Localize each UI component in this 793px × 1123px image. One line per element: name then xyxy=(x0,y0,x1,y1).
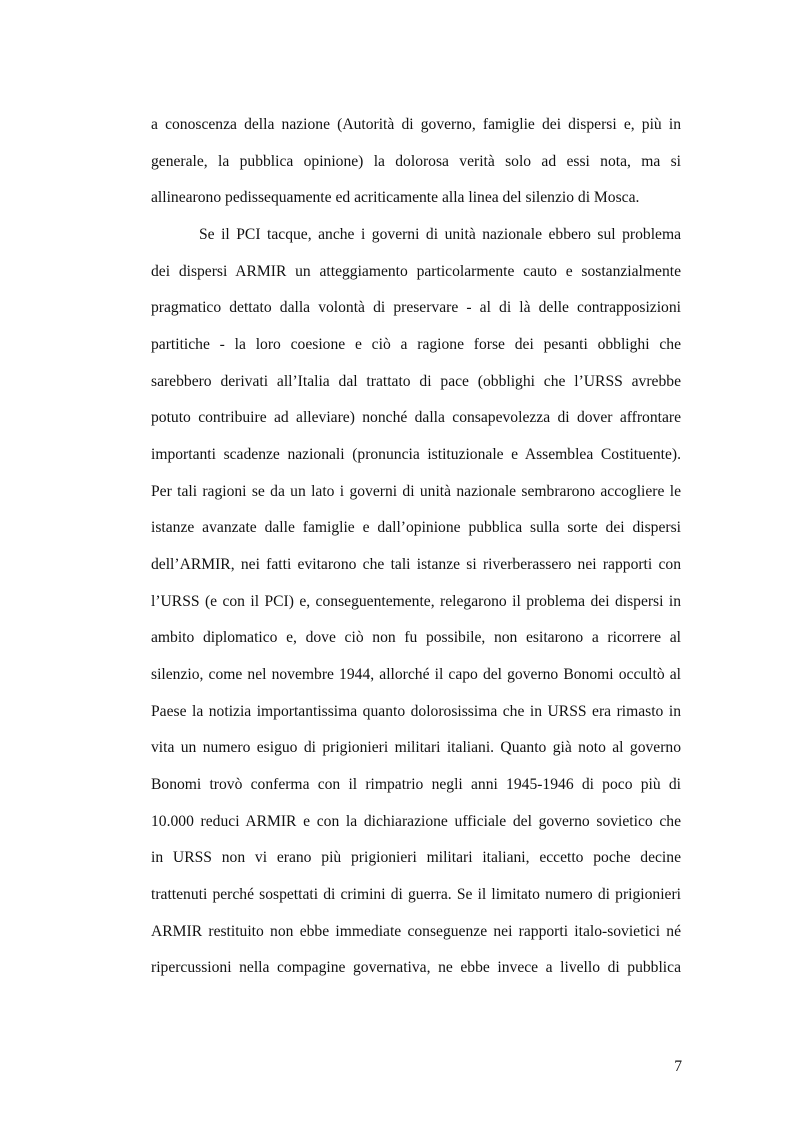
text-line: sarebbero derivati all’Italia dal trattato di pace (obblighi che l’URSS avrebbe xyxy=(151,373,681,390)
text-line: in URSS non vi erano più prigionieri militari italiani, eccetto poche decine xyxy=(151,849,681,866)
text-line: Paese la notizia importantissima quanto dolorosissima che in URSS era rimasto in xyxy=(151,703,681,720)
text-line: l’URSS (e con il PCI) e, conseguentemente, relegarono il problema dei dispersi in xyxy=(151,593,681,610)
text-line: dei dispersi ARMIR un atteggiamento particolarmente cauto e sostanzialmente xyxy=(151,263,681,280)
text-line: vita un numero esiguo di prigionieri militari italiani. Quanto già noto al governo xyxy=(151,739,681,756)
text-line: allinearono pedissequamente ed acriticamente alla linea del silenzio di Mosca. xyxy=(151,189,640,206)
text-line: ambito diplomatico e, dove ciò non fu possibile, non esitarono a ricorrere al xyxy=(151,629,681,646)
text-line: dell’ARMIR, nei fatti evitarono che tali istanze si riverberassero nei rapporti con xyxy=(151,556,681,573)
text-line: pragmatico dettato dalla volontà di preservare - al di là delle contrapposizioni xyxy=(151,299,681,316)
text-line: importanti scadenze nazionali (pronuncia istituzionale e Assemblea Costituente). xyxy=(151,446,681,463)
text-line: potuto contribuire ad alleviare) nonché dalla consapevolezza di dover affrontare xyxy=(151,409,681,426)
page-number: 7 xyxy=(674,1058,682,1075)
text-line: ARMIR restituito non ebbe immediate conseguenze nei rapporti italo-sovietici né xyxy=(151,923,681,940)
text-line: ripercussioni nella compagine governativa, ne ebbe invece a livello di pubblica xyxy=(151,959,681,976)
text-line: silenzio, come nel novembre 1944, allorché il capo del governo Bonomi occultò al xyxy=(151,666,681,683)
text-line: a conoscenza della nazione (Autorità di governo, famiglie dei dispersi e, più in xyxy=(151,116,681,133)
text-line: partitiche - la loro coesione e ciò a ragione forse dei pesanti obblighi che xyxy=(151,336,681,353)
text-line: istanze avanzate dalle famiglie e dall’opinione pubblica sulla sorte dei dispersi xyxy=(151,519,681,536)
text-line: generale, la pubblica opinione) la dolorosa verità solo ad essi nota, ma si xyxy=(151,153,681,170)
text-line: trattenuti perché sospettati di crimini di guerra. Se il limitato numero di prigionieri xyxy=(151,886,681,903)
text-line: Se il PCI tacque, anche i governi di unità nazionale ebbero sul problema xyxy=(199,226,681,243)
text-line: Per tali ragioni se da un lato i governi di unità nazionale sembrarono accogliere le xyxy=(151,483,681,500)
text-line: 10.000 reduci ARMIR e con la dichiarazione ufficiale del governo sovietico che xyxy=(151,813,681,830)
text-line: Bonomi trovò conferma con il rimpatrio negli anni 1945-1946 di poco più di xyxy=(151,776,681,793)
